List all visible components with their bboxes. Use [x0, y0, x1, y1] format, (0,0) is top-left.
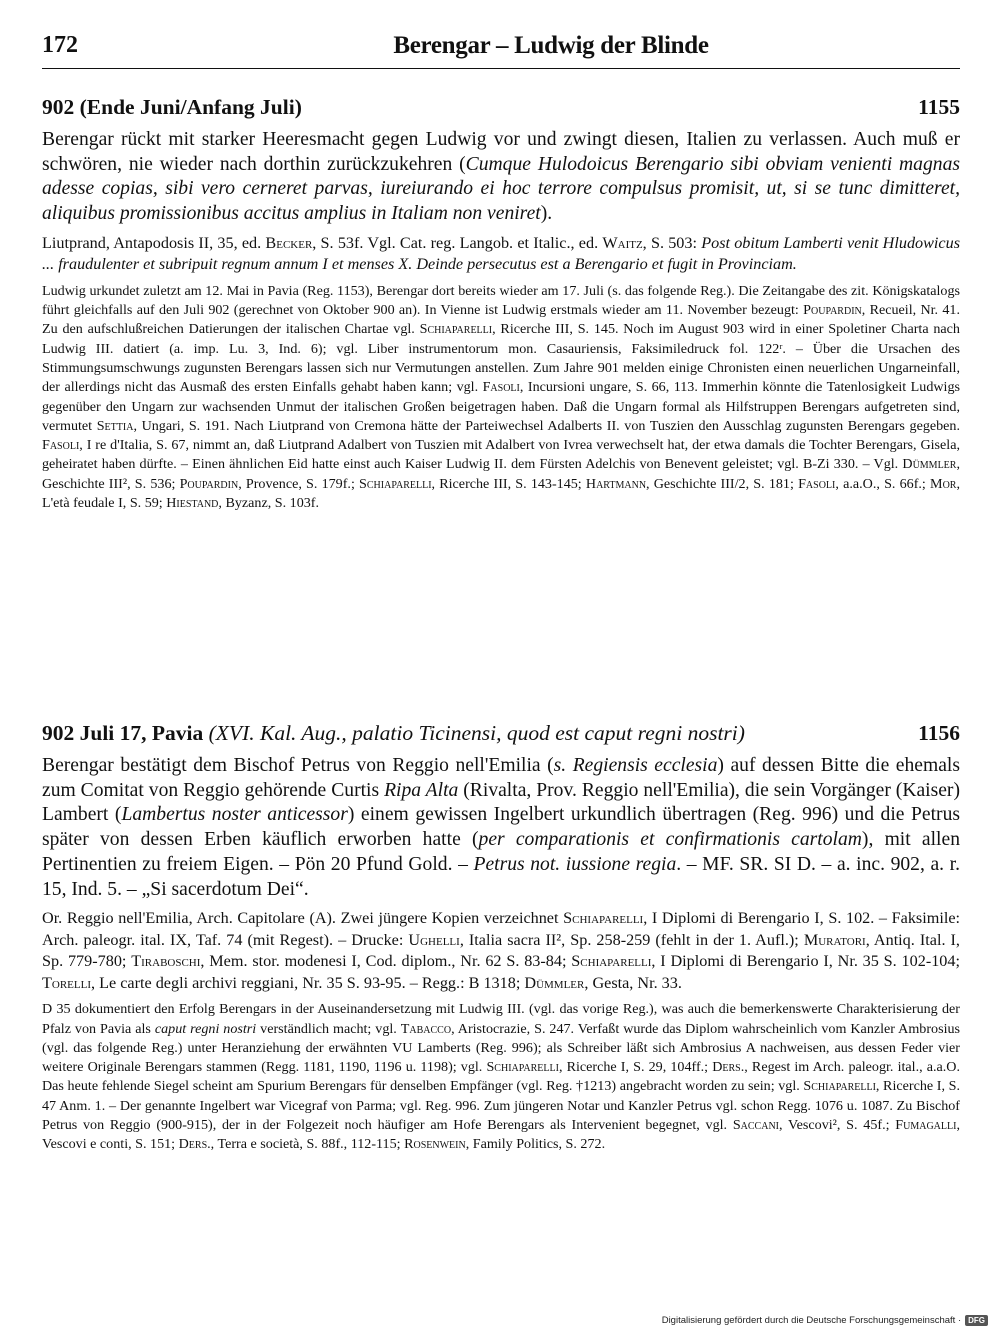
dfg-logo-icon: DFG — [965, 1315, 988, 1326]
entry-header — [42, 718, 960, 754]
text-run: , Vescovi e conti, S. 151; — [42, 1117, 960, 1153]
italic-run: Petrus not. iussione regia — [473, 853, 677, 875]
italic-run: s. Regiensis ecclesia — [553, 755, 718, 776]
author-name: Muratori — [803, 930, 866, 949]
footer-credit — [662, 1315, 988, 1326]
italic-run: Ripa Alta — [384, 779, 459, 801]
commentary-text — [42, 1000, 960, 1154]
author-name: Schiaparelli — [803, 1078, 876, 1095]
author-name: Torelli — [42, 973, 91, 992]
author-name: Fumagalli — [895, 1117, 957, 1133]
entry-header — [42, 92, 960, 128]
author-name: Schiaparelli — [486, 1059, 559, 1076]
author-name: Tabacco — [400, 1020, 452, 1037]
text-run: D 35 dokumentiert den Erfolg Berengars in der Auseinandersetzung mit Ludwig III. (vgl. das vorige Reg.), was auch die bemerkenswerte Charakterisierung der Pfalz von Pavia als — [42, 1001, 960, 1037]
author-name: Ughelli — [408, 930, 460, 949]
author-name: Fasoli — [482, 379, 520, 396]
text-run: , Byzanz, S. 103f. — [218, 495, 320, 512]
text-run: , Vescovi², S. 45f.; — [779, 1117, 896, 1133]
regest-number: 1155 — [918, 95, 960, 119]
footer-text: Digitalisierung gefördert durch die Deutsche Forschungsgemeinschaft · — [661, 1315, 962, 1326]
author-name: Poupardin — [179, 475, 239, 492]
author-name: Settia — [96, 417, 134, 434]
italic-run: per comparationis et confirmationis cartolam — [478, 829, 862, 851]
text-run: , Regest im Arch. paleogr. ital., a.a.O. Das heute fehlende Siegel scheint am Spurium Berengars für denselben Empfänger (vgl. Reg. †1213) angebracht worden zu sein; vgl. — [42, 1059, 961, 1095]
text-run: , Provence, S. 179f.; — [238, 475, 360, 492]
text-run: , Ricerche III, S. 143-145; — [431, 475, 586, 492]
text-run: Berengar rückt mit starker Heeresmacht gegen Ludwig vor und zwingt diesen, Italien zu verlassen. Auch muß er schwören, nie wieder nach dorthin zurückzukehren ( — [42, 129, 960, 175]
text-run: , Terra e società, S. 88f., 112-115; — [210, 1136, 405, 1153]
entry-date: 902 (Ende Juni/Anfang Juli) — [42, 95, 302, 119]
text-run: , Le carte degli archivi reggiani, Nr. 35 S. 93-95. – Regg.: B 1318; — [91, 973, 525, 992]
running-title: Berengar – Ludwig der Blinde — [393, 32, 709, 59]
text-run: , Recueil, Nr. 41. Zu den aufschlußreichen Datierungen der italischen Chartae vgl. — [42, 302, 960, 338]
italic-run: Lambertus noster anticessor — [121, 804, 348, 826]
regest-text — [42, 128, 960, 227]
text-run: , Family Politics, S. 272. — [465, 1136, 606, 1153]
author-name: Ders. — [712, 1059, 745, 1076]
text-run: , Geschichte III/2, S. 181; — [646, 475, 799, 492]
text-run: , Ricerche III, S. 145. Noch im August 903 wird in einer Spoletiner Charta nach Ludwig III. datiert (a. imp. Lu. 3, Ind. 6); vgl. Liber instrumentorum mon. Casauriensis, Faksimiledruck fol. 122ʳ. – Über die Ursachen des Stimmungsumschwungs zugunsten Berengars lassen sich nur Vermutungen anstellen. Zum Jahre 901 melden einige Chronisten einen neuerlichen Ungarneinfall, der allerdings nicht das Ausmaß des ersten Einfalls gehabt haben kann; vgl. — [42, 321, 960, 396]
text-run: Or. Reggio nell'Emilia, Arch. Capitolare (A). Zwei jüngere Kopien verzeichnet — [42, 909, 564, 928]
author-name: Becker — [265, 233, 313, 252]
author-name: Schiaparelli — [563, 909, 644, 928]
author-name: Fasoli — [798, 475, 836, 492]
text-run: , Gesta, Nr. 33. — [584, 973, 682, 992]
regest-text — [42, 754, 960, 902]
regest-entry-1155 — [42, 92, 960, 513]
text-run: . – MF. SR. SI D. – a. inc. 902, a. r. 15, Ind. 5. – „Si sacerdotum Dei“. — [42, 853, 961, 900]
entry-place-note: (XVI. Kal. Aug., palatio Ticinensi, quod est caput regni nostri) — [208, 721, 745, 745]
text-run: , I Diplomi di Berengario I, Nr. 35 S. 102-104; — [651, 952, 960, 971]
running-head — [42, 28, 960, 69]
italic-run: Cumque Hulodoicus Berengario sibi obviam venienti magnas adesse copias, sibi vero cerneret parvas, iureiurando ei hoc terrore compulsus promisit, ut, si se tunc dimitteret, aliquibus promissionibus accitus amplius in Italiam non veniret — [42, 153, 960, 225]
text-run: , Ungari, S. 191. Nach Liutprand von Cremona hätte der Parteiwechsel Adalberts II. von Tuszien den Ausschlag zugunsten Berengars gegeben. — [133, 417, 961, 434]
author-name: Schiaparelli — [571, 952, 652, 971]
author-name: Waitz — [602, 233, 643, 252]
text-run: , Aristocrazie, S. 247. Verfaßt wurde das Diplom wahrscheinlich vom Kanzler Ambrosius (vgl. das folgende Reg.) unter Heranziehung der erwähnten VU Lamberts (Reg. 996); als Schreiber läßt sich Ambrosius A nachweisen, aus dessen Feder vier weitere Originale Berengars stammen (Regg. 1181, 1190, 1196 u. 1198); vgl. — [42, 1020, 961, 1076]
author-name: Schiaparelli — [359, 475, 432, 492]
text-run: Berengar bestätigt dem Bischof Petrus von Reggio nell'Emilia ( — [42, 755, 554, 776]
author-name: Hiestand — [166, 495, 219, 512]
text-run: Liutprand, Antapodosis II, 35, ed. — [42, 233, 266, 252]
regest-number: 1156 — [918, 721, 960, 745]
page-number: 172 — [42, 32, 78, 58]
text-run: ), mit allen Pertinentien zu freiem Eigen. – Pön 20 Pfund Gold. – — [42, 829, 960, 875]
regest-entry-1156 — [42, 718, 960, 1155]
text-run: verständlich macht; vgl. — [256, 1020, 401, 1037]
text-run: Ludwig urkundet zuletzt am 12. Mai in Pavia (Reg. 1153), Berengar dort bereits wieder am 17. Juli (s. das folgende Reg.). Die Zeitangabe des zit. Königskatalogs führt gleichfalls auf den Juli 902 (gerechnet von Oktober 900 an). In Vienne ist Ludwig erstmals wieder am 11. November bezeugt: — [42, 282, 960, 319]
italic-run: caput regni nostri — [154, 1020, 257, 1037]
entry-date-text: 902 Juli 17, Pavia — [42, 721, 204, 745]
author-name: Ders. — [178, 1136, 211, 1153]
tradition-text — [42, 908, 960, 994]
entry-date — [42, 721, 745, 745]
text-run: , Mem. stor. modenesi I, Cod. diplom., Nr. 62 S. 83-84; — [200, 952, 572, 971]
text-run: , S. 503: — [642, 233, 702, 252]
author-name: Mor — [930, 475, 957, 492]
author-name: Rosenwein — [404, 1136, 466, 1153]
text-run: , Geschichte III², S. 536; — [42, 456, 960, 492]
text-run: , L'età feudale I, S. 59; — [42, 475, 960, 512]
text-run: , S. 53f. Vgl. Cat. reg. Langob. et Italic., ed. — [312, 233, 603, 252]
author-name: Tiraboschi — [131, 952, 201, 971]
text-run: (Rivalta, Prov. Reggio nell'Emilia), die sein Vorgänger (Kaiser) Lambert ( — [42, 779, 960, 826]
text-run: , I re d'Italia, S. 67, nimmt an, daß Liutprand Adalbert von Tuszien mit Adalbert von Ivrea verwechselt hat, der etwa damals die Tochter Berengars, Gisela, geheiratet haben dürfte. – Einen ähnlichen Eid hatte einst auch Kaiser Ludwig II. dem Fürsten Adelchis von Benevent geleistet; vgl. B-Zi 330. – Vgl. — [42, 437, 960, 473]
text-run: , Incursioni ungare, S. 66, 113. Immerhin könnte die Tatenlosigkeit Ludwigs gegenüber den Ungarn zur wachsenden Unmut der italischen Großen beigetragen haben. Daß die Ungarn formal als Hilfstruppen Berengars aufgetreten sind, vermutet — [42, 379, 961, 434]
commentary-text — [42, 282, 960, 514]
author-name: Dümmler — [524, 973, 585, 992]
text-run: , a.a.O., S. 66f.; — [835, 475, 931, 492]
author-name: Hartmann — [585, 475, 647, 492]
text-run: , Ricerche I, S. 29, 104ff.; — [558, 1059, 713, 1076]
text-run: ) auf dessen Bitte die ehemals zum Comitat von Reggio gehörende Curtis — [42, 755, 960, 801]
tradition-text — [42, 233, 960, 276]
text-run: ). — [540, 203, 553, 225]
author-name: Schiaparelli — [419, 321, 493, 338]
author-name: Fasoli — [42, 437, 80, 454]
text-run: , Ricerche I, S. 47 Anm. 1. – Der genannte Ingelbert war Vicegraf von Parma; vgl. Reg. 996. Zum jüngeren Notar und Kanzler Petrus vgl. schon Regg. 1076 u. 1087. Zu Bischof Petrus von Reggio (900-915), der in der Folgezeit noch häufiger am Hofe Berengars als Intervenient begegnet, vgl. — [42, 1078, 960, 1133]
italic-run: Post obitum Lamberti venit Hludowicus ... fraudulenter et subripuit regnum annum I et menses X. Deinde persecutus est a Berengario et fugit in Provinciam. — [42, 233, 961, 274]
text-run: , I Diplomi di Berengario I, S. 102. – Faksimile: Arch. paleogr. ital. IX, Taf. 74 (mit Regest). – Drucke: — [42, 909, 961, 949]
text-run: ) einem gewissen Ingelbert urkundlich übertragen (Reg. 996) und die Petrus später von dessen Erben käuflich erworben hatte ( — [42, 804, 960, 851]
author-name: Poupardin — [803, 302, 862, 319]
text-run: , Antiq. Ital. I, Sp. 779-780; — [42, 930, 960, 971]
text-run: , Italia sacra II², Sp. 258-259 (fehlt in der 1. Aufl.); — [459, 930, 804, 949]
author-name: Dümmler — [902, 456, 957, 473]
author-name: Saccani — [732, 1117, 780, 1133]
